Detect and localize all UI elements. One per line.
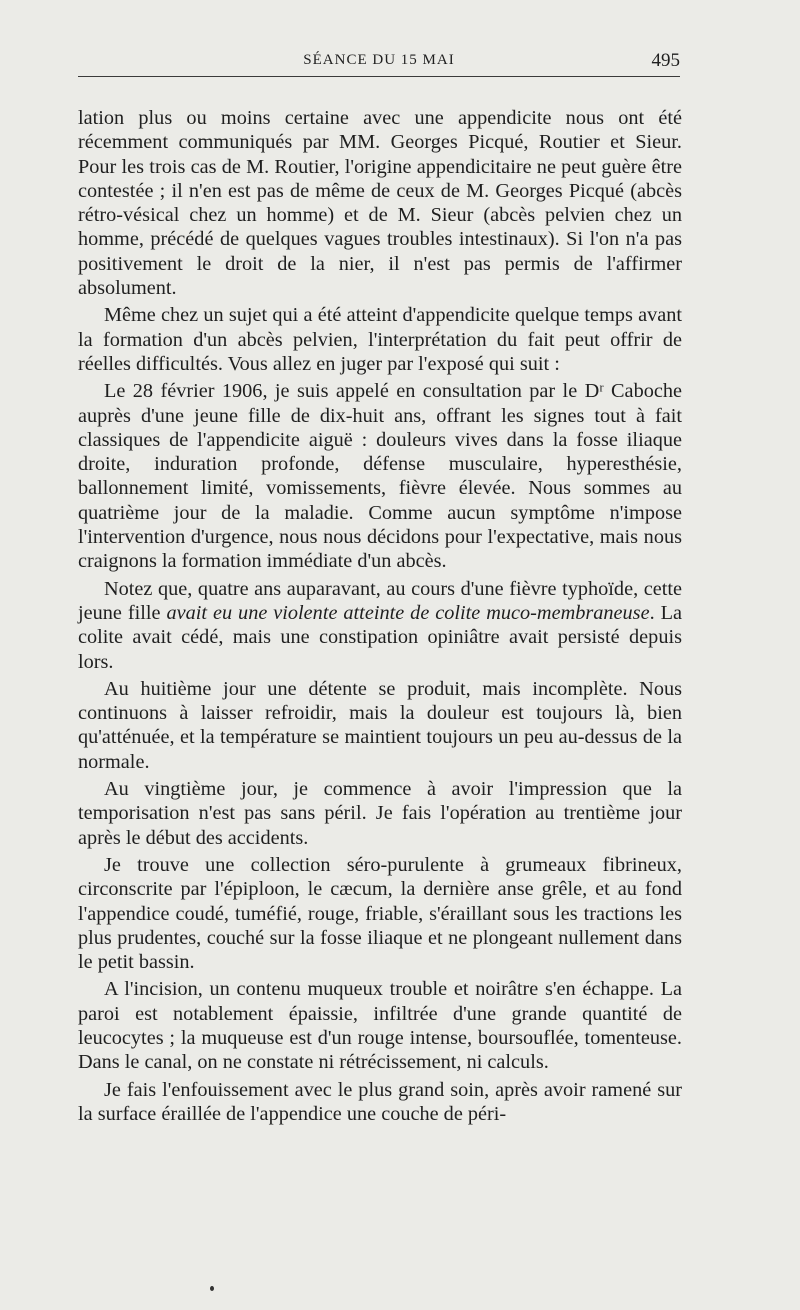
paragraph: Même chez un sujet qui a été atteint d'appendicite quelque temps avant la formation d'un abcès pelvien, l'interprétation du fait peut offrir de réelles difficultés. Vous allez en juger par l'exposé qui suit : xyxy=(78,304,682,375)
paragraph: Au huitième jour une détente se produit, mais incomplète. Nous continuons à laisser refroidir, mais la douleur est toujours là, bien qu'atténuée, et la température se maintient toujours un peu au-dessus de la normale. xyxy=(78,677,682,773)
paragraph: Au vingtième jour, je commence à avoir l'impression que la temporisation n'est pas sans péril. Je fais l'opération au trentième jour après le début des accidents. xyxy=(78,778,682,849)
paragraph: Je trouve une collection séro-purulente à grumeaux fibrineux, circonscrite par l'épiploon, le cæcum, la dernière anse grêle, et au fond l'appendice coudé, tuméfié, rouge, friable, s'éraillant sous les tractions les plus prudentes, couché sur la fosse iliaque et ne plongeant nullement dans le petit bassin. xyxy=(78,853,682,974)
body-text xyxy=(78,106,682,1129)
header-rule xyxy=(78,76,680,77)
paragraph-with-italic xyxy=(78,577,682,674)
italic-text-run: avait eu une violente atteinte de colite muco-membraneuse xyxy=(166,601,650,624)
paragraph-continued: lation plus ou moins certaine avec une appendicite nous ont été récemment communiqués par MM. Georges Picqué, Routier et Sieur. Pour les trois cas de M. Routier, l'origine appendicitaire ne peut guère être contestée ; il n'en est pas de même de ceux de M. Georges Picqué (abcès rétro-vésical chez un homme) et de M. Sieur (abcès pelvien chez un homme, précédé de quelques vagues troubles intestinaux). Si l'on n'a pas positivement le droit de la nier, il n'est pas permis de l'affirmer absolument. xyxy=(78,107,682,300)
paragraph: A l'incision, un contenu muqueux trouble et noirâtre s'en échappe. La paroi est notablement épaissie, infiltrée d'une grande quantité de leucocytes ; la muqueuse est d'un rouge intense, boursouflée, tomenteuse. Dans le canal, on ne constate ni rétrécissement, ni calculs. xyxy=(78,978,682,1074)
paragraph-last: Je fais l'enfouissement avec le plus grand soin, après avoir ramené sur la surface éraillée de l'appendice une couche de péri- xyxy=(78,1078,682,1125)
text-run: . La colite avait cédé, mais une constipation opiniâtre avait persisté depuis lors. xyxy=(78,601,682,673)
page-number: 495 xyxy=(651,50,680,71)
running-title: SÉANCE DU 15 MAI xyxy=(303,52,455,68)
print-speck xyxy=(210,1286,214,1291)
running-head xyxy=(78,48,680,74)
text-run: Notez que, quatre ans auparavant, au cours d'une fièvre typhoïde, cette jeune fille xyxy=(78,577,682,624)
paragraph: Le 28 février 1906, je suis appelé en consultation par le Dʳ Caboche auprès d'une jeune fille de dix-huit ans, offrant les signes tout à fait classiques de l'appendicite aiguë : douleurs vives dans la fosse iliaque droite, induration profonde, défense musculaire, hyperesthésie, ballonnement limité, vomissements, fièvre élevée. Nous sommes au quatrième jour de la maladie. Comme aucun symptôme n'impose l'intervention d'urgence, nous nous décidons pour l'expectative, mais nous craignons la formation immédiate d'un abcès. xyxy=(78,380,682,573)
